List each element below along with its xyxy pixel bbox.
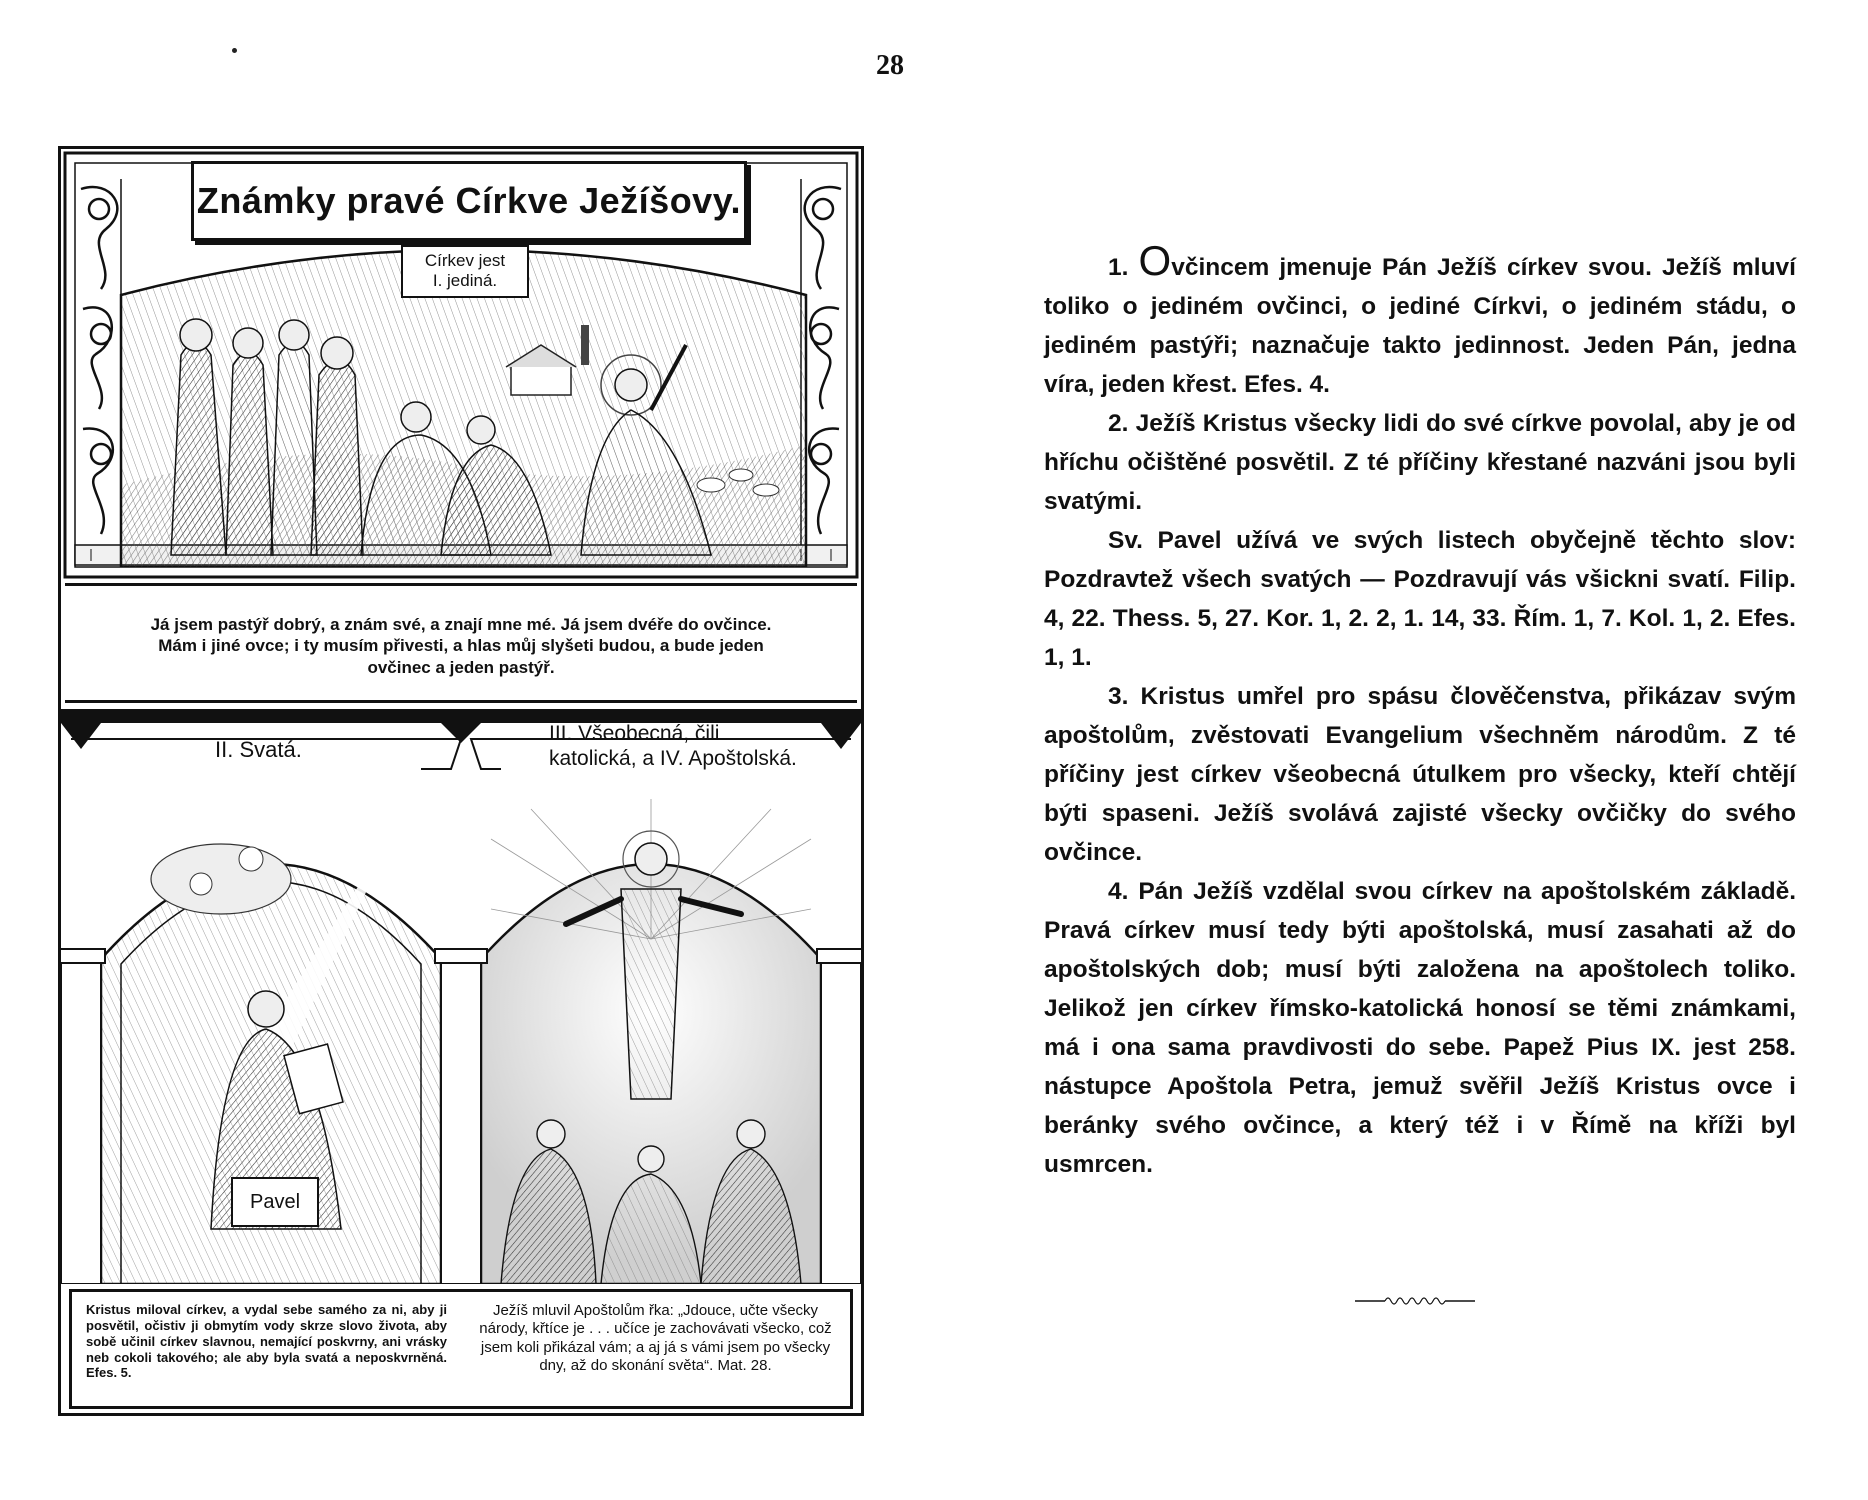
quote-top: Já jsem pastýř dobrý, a znám své, a znají mne mé. Já jsem dvéře do ovčince. Mám i jiné ovce; i ty musím přivesti, a hlas můj slyšeti budou, a bude jeden ovčinec a jeden pastýř. <box>65 583 857 703</box>
paragraph-1-number: 1. <box>1108 254 1129 281</box>
label-one-line2: I. jediná. <box>432 271 498 291</box>
heading-holy: II. Svatá. <box>215 737 302 762</box>
paragraph-1 <box>1044 237 1796 404</box>
bottom-quotes <box>69 1289 853 1409</box>
holy-catholic-scene-engraving <box>61 709 861 1284</box>
end-ornament <box>1355 1292 1475 1306</box>
paragraph-1-dropcap: O <box>1138 237 1172 284</box>
paragraph-3: Sv. Pavel užívá ve svých listech obyčejně těchto slov: Pozdravtež všech svatých — Pozdravují vás všickni svatí. Filip. 4, 22. Thess. 5, 27. Kor. 1, 2. 2, 1. 14, 33. Řím. 1, 7. Kol. 1, 2. Efes. 1, 1. <box>1044 527 1796 671</box>
page-number: 28 <box>876 50 904 81</box>
label-one-line1: Církev jest <box>424 251 506 270</box>
paragraph-2: 2. Ježíš Kristus všecky lidi do své církve povolal, aby je od hříchu očištěné posvětil. Z té příčiny křestané nazváni jsou byli svatými. <box>1044 410 1796 515</box>
plate-title: Známky pravé Církve Ježíšovy. <box>191 161 747 241</box>
paragraph-5: 4. Pán Ježíš vzdělal svou církev na apoštolském základě. Pravá církev musí tedy býti apoštolská, musí zasahati až do apoštolských dob; musí býti založena na apoštolech toliko. Jelikož jen církev římsko-katolická honosí se těmi známkami, má i ona sama pravdivosti do sebe. Papež Pius IX. jest 258. nástupce Apoštola Petra, jemuž svěřil Ježíš Kristus ovce i beránky svého ovčince, a který též i v Římě na kříži byl usmrcen. <box>1044 878 1796 1178</box>
paragraph-4: 3. Kristus umřel pro spásu člověčenstva, přikázav svým apoštolům, zvěstovati Evangelium všechněm národům. Z té příčiny jest církev všeobecná útulkem pro všecky, kteří chtějí býti spaseni. Ježíš svolává zajisté všecky ovčičky do svého ovčince. <box>1044 683 1796 866</box>
label-one-church <box>401 245 529 298</box>
illustration-plate <box>58 146 864 1416</box>
paragraph-1-text: včincem jmenuje Pán Ježíš církev svou. Ježíš mluví toliko o jediném ovčinci, o jediné Církvi, o jediném stádu, o jediném pastýři; naznačuje takto jedinnost. Jeden Pán, jedna víra, jeden křest. Efes. 4. <box>1044 254 1796 398</box>
quote-bottom-left: Kristus miloval církev, a vydal sebe samého za ni, aby ji posvětil, očistiv ji obmytím vody skrze slovo života, aby sobě učinil církev slavnou, nemající poskvrny, ani vrásky neb cokoli takového; ale aby byla svatá a neposkvrněná. Efes. 5. <box>86 1302 447 1381</box>
quote-bottom-right: Ježíš mluvil Apoštolům řka: „Jdouce, učte všecky národy, křtíce je . . . učíce je zachovávati všecko, což jsem koli přikázal vám; a aj já s vámi jsem po všecky dny, až do skonání světa“. Mat. 28. <box>479 1302 832 1374</box>
label-pavel: Pavel <box>231 1177 319 1227</box>
stray-dot <box>232 48 237 53</box>
text-column <box>1044 237 1796 1184</box>
heading-catholic-apostolic: III. Všeobecná, čili katolická, a IV. Apoštolská. <box>549 722 797 771</box>
